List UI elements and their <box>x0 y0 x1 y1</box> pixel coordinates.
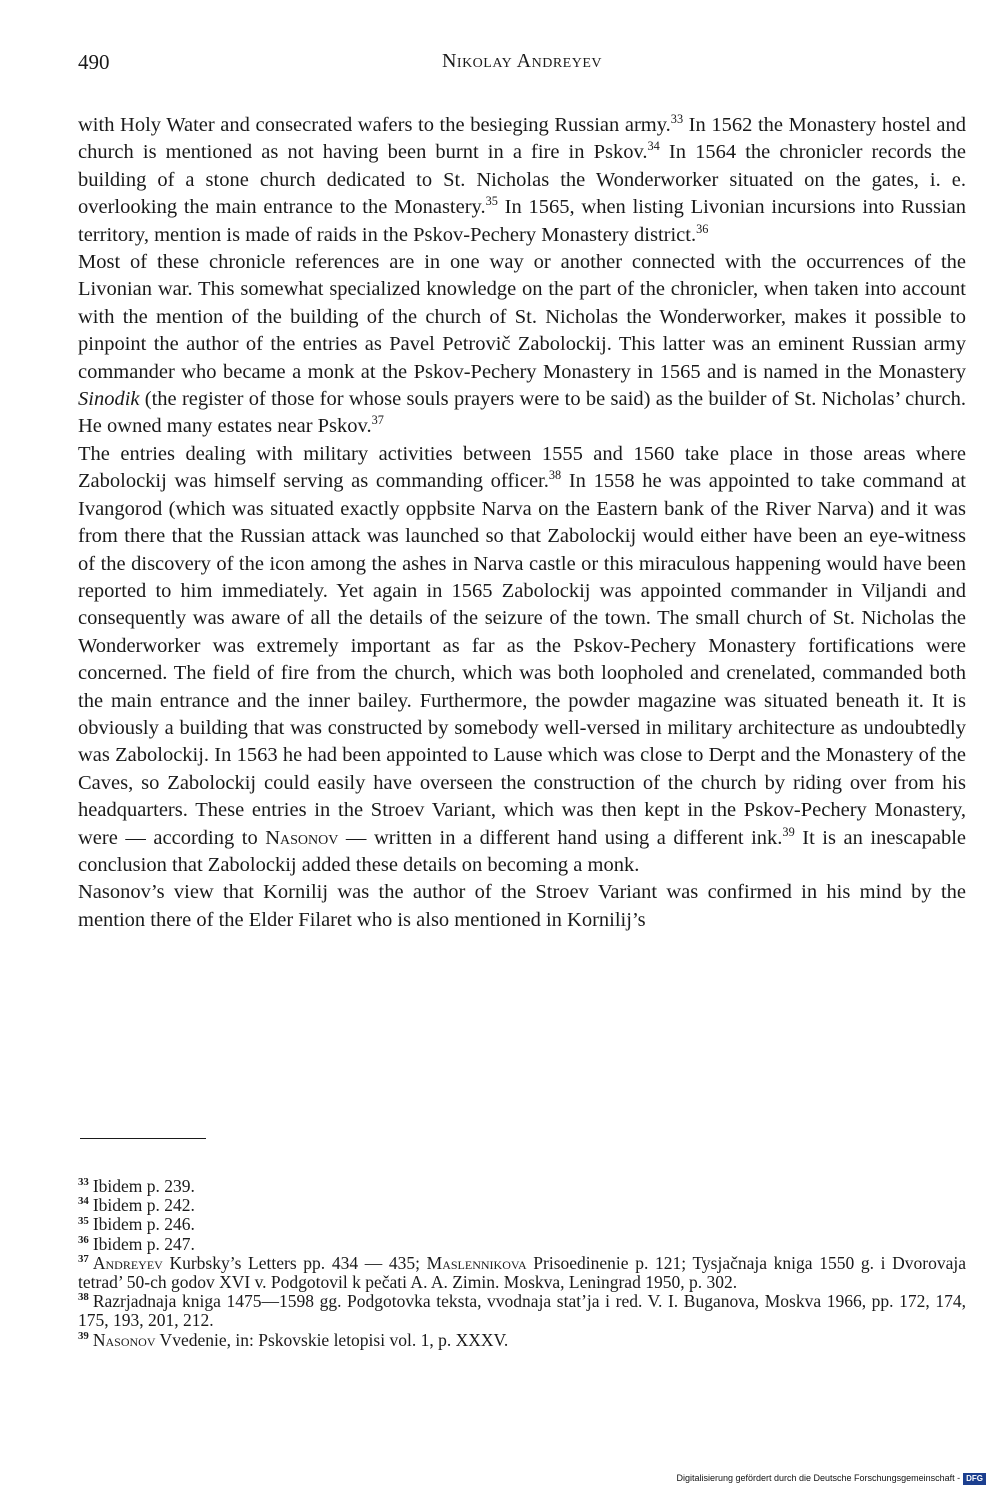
footnote <box>78 1292 966 1330</box>
credit-text: Digitalisierung gefördert durch die Deutsche Forschungsgemeinschaft - <box>676 1473 961 1483</box>
text-run: Prisoedinenie p. 121; Tysjačnaja kniga 1550 g. i Dvorovaja tetrad’ 50-ch godov XVI v. Podgotovil k pečati A. A. Zimin. Moskva, Leningrad 1950, p. 302. <box>78 1252 966 1293</box>
small-caps-name: Andreyev <box>92 1252 163 1273</box>
footnote-number: 37 <box>78 1252 89 1265</box>
text-run: In 1562 the Monastery hostel and church is mentioned as not having been burnt in a fire in Pskov. <box>78 114 967 164</box>
page-number: 490 <box>78 50 110 74</box>
text-run: Nasonov’s view that Kornilij was the author of the Stroev Variant was confirmed in his mind by the mention there of the Elder Filaret who is also mentioned in Kornilij’s <box>78 881 966 931</box>
footnote-number: 38 <box>78 1291 89 1304</box>
footnote-number: 39 <box>78 1329 89 1342</box>
page-header <box>78 50 966 80</box>
footnote <box>78 1215 966 1234</box>
text-run: It is an inescapable conclusion that Zabolockij added these details on becoming a monk. <box>78 826 967 876</box>
footnote <box>78 1177 966 1196</box>
small-caps-name: Maslennikova <box>426 1252 527 1273</box>
footnote <box>78 1235 966 1254</box>
footnote <box>78 1196 966 1215</box>
small-caps-name: Nasonov <box>92 1329 156 1350</box>
small-caps-name: Nasonov <box>265 826 339 849</box>
text-run: — written in a different hand using a different ink. <box>338 826 783 849</box>
footnote-ref: 36 <box>696 221 709 236</box>
footnote-number: 35 <box>78 1214 89 1227</box>
text-run: Most of these chronicle references are in one way or another connected with the occurrences of the Livonian war. This somewhat specialized knowledge on the part of the chronicler, when taken into account with the mention of the building of the church of St. Nicholas the Wonderworker, makes it possible to pinpoint the author of the entries as Pavel Petrovič Zabolockij. This latter was an eminent Russian army commander who became a monk at the Pskov-Pechery Monastery in 1565 and is named in the Monastery <box>78 251 966 383</box>
paragraph <box>78 441 966 880</box>
footnote-number: 36 <box>78 1233 89 1246</box>
text-run: Kurbsky’s Letters pp. 434 — 435; <box>162 1252 427 1273</box>
footnote-separator <box>80 1138 206 1139</box>
footnote-ref: 33 <box>670 112 684 127</box>
text-run: The entries dealing with military activities between 1555 and 1560 take place in those areas where Zabolockij was himself serving as commanding officer. <box>78 442 966 493</box>
text-run: Razrjadnaja kniga 1475—1598 gg. Podgotovka teksta, vvodnaja stat’ja i red. V. I. Buganova, Moskva 1966, pp. 172, 174, 175, 193, 201, 212. <box>78 1291 966 1331</box>
paragraph <box>78 112 966 249</box>
footnote-ref: 39 <box>782 824 795 839</box>
footnotes <box>78 1177 966 1350</box>
text-run: In 1564 the chronicler records the building of a stone church dedicated to St. Nicholas the Wonderworker situated on the gates, i. e. overlooking the main entrance to the Monastery. <box>78 141 966 219</box>
text-run: Ibidem p. 242. <box>92 1195 195 1216</box>
text-run: Ibidem p. 246. <box>92 1214 195 1235</box>
paragraph <box>78 879 966 934</box>
footnote <box>78 1331 966 1350</box>
footnote-number: 34 <box>78 1195 89 1208</box>
text-run: with Holy Water and consecrated wafers to the besieging Russian army. <box>78 114 671 136</box>
text-run: Ibidem p. 247. <box>92 1233 195 1254</box>
text-run: (the register of those for whose souls prayers were to be said) as the builder of St. Nicholas’ church. He owned many estates near Pskov. <box>78 388 966 438</box>
footnote <box>78 1254 966 1292</box>
digitization-credit <box>676 1472 986 1484</box>
running-head: Nikolay Andreyev <box>441 50 603 72</box>
dfg-logo: DFG <box>963 1473 986 1485</box>
footnote-ref: 37 <box>371 413 384 428</box>
text-run: Ibidem p. 239. <box>92 1176 195 1196</box>
italic-text: Sinodik <box>78 388 140 411</box>
footnote-ref: 35 <box>485 194 498 209</box>
body-text <box>78 112 966 934</box>
text-run: Vvedenie, in: Pskovskie letopisi vol. 1, p. XXXV. <box>155 1329 509 1350</box>
footnote-number: 33 <box>78 1176 89 1189</box>
text-run: In 1565, when listing Livonian incursions into Russian territory, mention is made of raids in the Pskov-Pechery Monastery district. <box>78 196 966 246</box>
footnote-ref: 34 <box>647 139 660 154</box>
footnote-ref: 38 <box>548 468 562 483</box>
paragraph <box>78 249 966 441</box>
text-run: In 1558 he was appointed to take command at Ivangorod (which was situated exactly oppbsite Narva on the Eastern bank of the River Narva) and it was from there that the Russian attack was launched so that Zabolockij would either have been an eye-witness of the discovery of the icon among the ashes in Narva castle or this miraculous happening would have been reported to him immediately. Yet again in 1565 Zabolockij was appointed commander in Viljandi and consequently was aware of all the details of the seizure of the town. The small church of St. Nicholas the Wonderworker was extremely important as far as the Pskov-Pechery Monastery fortifications were concerned. The field of fire from the church, which was both loopholed and crenelated, commanded both the main entrance and the inner bailey. Furthermore, the powder magazine was situated beneath it. It is obviously a building that was constructed by somebody well-versed in military architecture as undoubtedly was Zabolockij. In 1563 he had been appointed to Lause which was close to Derpt and the Monastery of the Caves, so Zabolockij could easily have overseen the construction of the church by riding over from his headquarters. These entries in the Stroev Variant, which was then kept in the Pskov-Pechery Monastery, were — according to <box>78 470 967 849</box>
